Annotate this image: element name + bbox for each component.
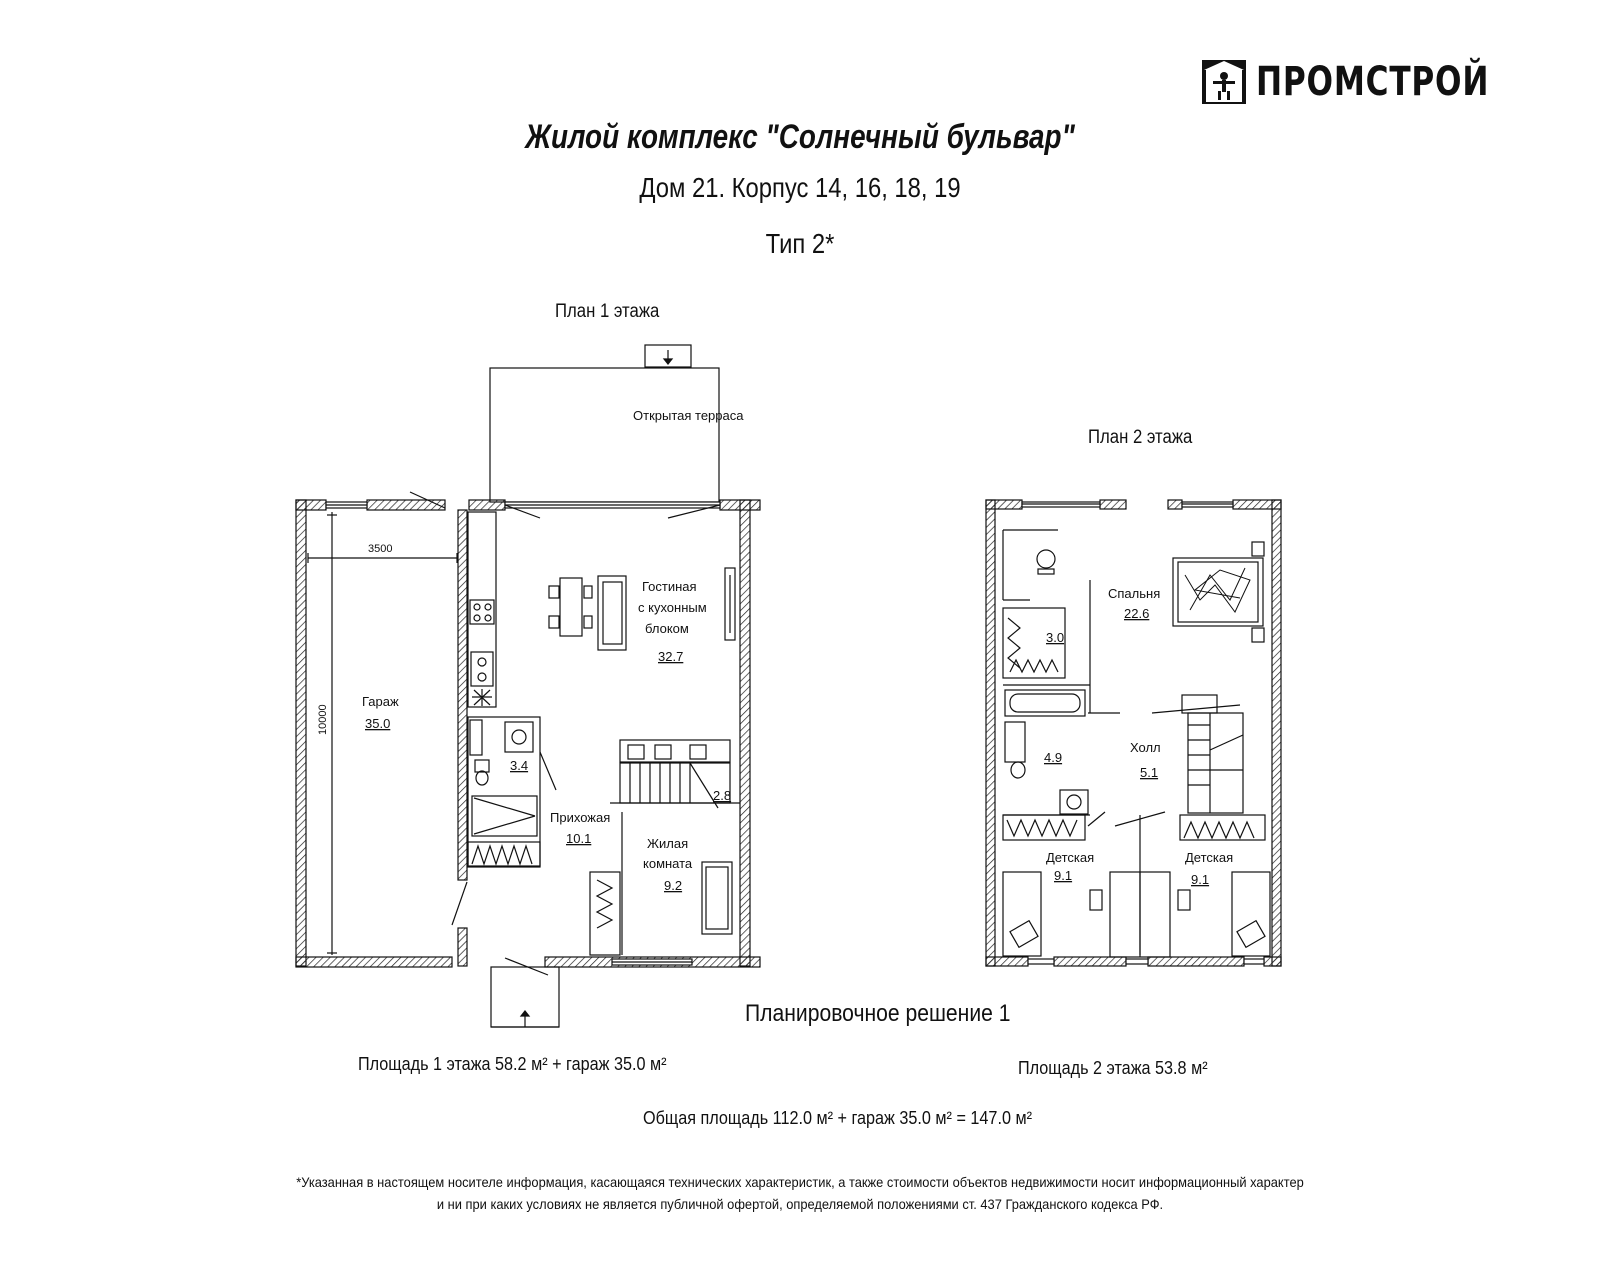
kids2-area: 9.1 [1191,872,1210,887]
wardrobe-3 [1003,815,1085,840]
floor2-hall-name: Холл [1130,740,1161,755]
kids1-bed [1003,872,1041,956]
bedroom-bed [1173,558,1263,626]
washbasin-icon [505,722,533,752]
room-area: 9.2 [664,878,683,893]
floor1-plan [296,345,760,1027]
garage-area: 35.0 [365,716,391,731]
floor2-plan [986,500,1281,966]
floor2-windows [1022,502,1264,964]
layout-solution-label: Планировочное решение 1 [745,1000,1011,1027]
bathroom1-area: 3.4 [510,758,529,773]
total-area-text: Общая площадь 112.0 м² + гараж 35.0 м² = 147.0 м² [643,1108,1032,1128]
toilet2-icon [1011,762,1025,778]
floor2-hall-area: 5.1 [1140,765,1159,780]
kitchen-counter [468,512,496,707]
stair2-treads [1188,713,1243,813]
closet-area: 3.0 [1046,630,1065,645]
hall-area: 10.1 [566,831,592,846]
living-area: 32.7 [658,649,684,664]
disclaimer-line-2: и ни при каких условиях не является публичной офертой, определяемой положениями ст. 437 Гражданского кодекса РФ. [436,1196,1164,1212]
wardrobe-4 [1180,815,1265,840]
washbasin2-icon [1060,790,1088,814]
terrace-label: Открытая терраса [633,408,744,423]
bedroom-area: 22.6 [1124,606,1150,621]
apartment-type: Тип 2* [765,228,835,259]
garage-width-label: 3500 [368,543,393,555]
living-name-1: Гостиная [642,579,697,594]
disclaimer-line-1: *Указанная в настоящем носителе информация, касающаяся технических характеристик, а также стоимости объектов недвижимости носит информационный характер [296,1174,1304,1190]
bathroom2-area: 4.9 [1044,750,1063,765]
hall-name: Прихожая [550,810,611,825]
toilet-icon [475,760,489,772]
living-name-2: с кухонным [638,600,707,615]
bedroom-name: Спальня [1108,586,1161,601]
kids2-name: Детская [1185,850,1234,865]
stair-treads [630,763,690,803]
dining-table [560,578,582,636]
kids1-name: Детская [1046,850,1095,865]
shower-icon [472,796,537,836]
page-subtitle: Дом 21. Корпус 14, 16, 18, 19 [639,172,961,203]
bathroom-1 [468,717,540,867]
living-name-3: блоком [645,621,689,636]
floor2-walls [986,500,1281,966]
floor1-plan-label: План 1 этажа [555,301,660,322]
room-name-2: комната [643,856,693,871]
floor2-area-text: Площадь 2 этажа 53.8 м² [1018,1058,1208,1078]
kids2-chair [1178,890,1190,910]
terrace-outline [490,368,719,502]
floor2-plan-label: План 2 этажа [1088,427,1193,448]
stair-well [1188,713,1243,813]
storage-area: 2.8 [713,788,732,803]
brand-name: ПРОМСТРОЙ [1256,59,1490,105]
room-name-1: Жилая [647,836,689,851]
kids1-area: 9.1 [1054,868,1073,883]
floor1-walls [296,500,760,967]
chair-icon [1037,550,1055,568]
page-title: Жилой комплекс "Солнечный бульвар" [525,118,1075,156]
garage-name: Гараж [362,694,399,709]
floor1-area-text: Площадь 1 этажа 58.2 м² + гараж 35.0 м² [358,1054,667,1074]
garage-length-label: 10000 [317,704,329,735]
floor1-windows [326,502,720,965]
kids2-bed [1232,872,1270,956]
kids1-chair [1090,890,1102,910]
